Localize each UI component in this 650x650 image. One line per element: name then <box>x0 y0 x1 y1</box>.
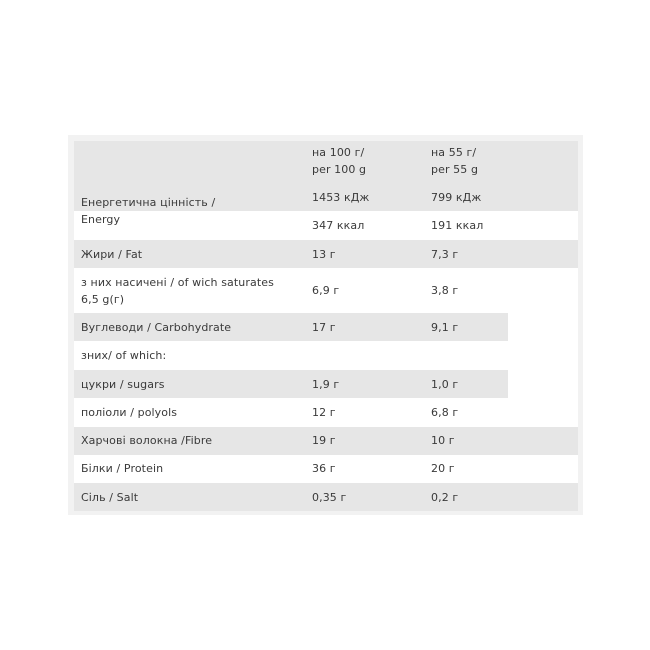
polyols-label: поліоли / polyols <box>81 406 178 419</box>
energy-kcal-55g: 191 ккал <box>431 219 484 232</box>
fat-label: Жири / Fat <box>81 248 143 261</box>
fat-value-100g: 13 г <box>312 248 336 261</box>
sugars-value-55g: 1,0 г <box>431 378 459 391</box>
polyols-value-55g: 6,8 г <box>431 406 459 419</box>
salt-label: Сіль / Salt <box>81 491 139 504</box>
protein-value-100g: 36 г <box>312 462 336 475</box>
energy-kcal-100g: 347 ккал <box>312 219 365 232</box>
carbohydrate-label: Вуглеводи / Carbohydrate <box>81 321 232 334</box>
column-header-per-100g: на 100 г/ per 100 g <box>312 146 367 176</box>
of-which-label: зних/ of which: <box>81 349 167 362</box>
sugars-value-100g: 1,9 г <box>312 378 340 391</box>
energy-label: Енергетична цінність / Energy <box>81 196 216 226</box>
salt-value-55g: 0,2 г <box>431 491 459 504</box>
saturates-value-55g: 3,8 г <box>431 284 459 297</box>
fat-value-55g: 7,3 г <box>431 248 459 261</box>
energy-kj-55g: 799 кДж <box>431 191 482 204</box>
column-header-per-55g: на 55 г/ per 55 g <box>431 146 479 176</box>
saturates-value-100g: 6,9 г <box>312 284 340 297</box>
fibre-value-55g: 10 г <box>431 434 455 447</box>
protein-label: Білки / Protein <box>81 462 164 475</box>
saturates-label: з них насичені / of wich saturates 6,5 g(г) <box>81 276 274 306</box>
carbohydrate-value-100g: 17 г <box>312 321 336 334</box>
energy-kj-100g: 1453 кДж <box>312 191 370 204</box>
fibre-value-100g: 19 г <box>312 434 336 447</box>
salt-value-100g: 0,35 г <box>312 491 347 504</box>
sugars-label: цукри / sugars <box>81 378 165 391</box>
carbohydrate-value-55g: 9,1 г <box>431 321 459 334</box>
protein-value-55g: 20 г <box>431 462 455 475</box>
polyols-value-100g: 12 г <box>312 406 336 419</box>
fibre-label: Харчові волокна /Fibre <box>81 434 213 447</box>
